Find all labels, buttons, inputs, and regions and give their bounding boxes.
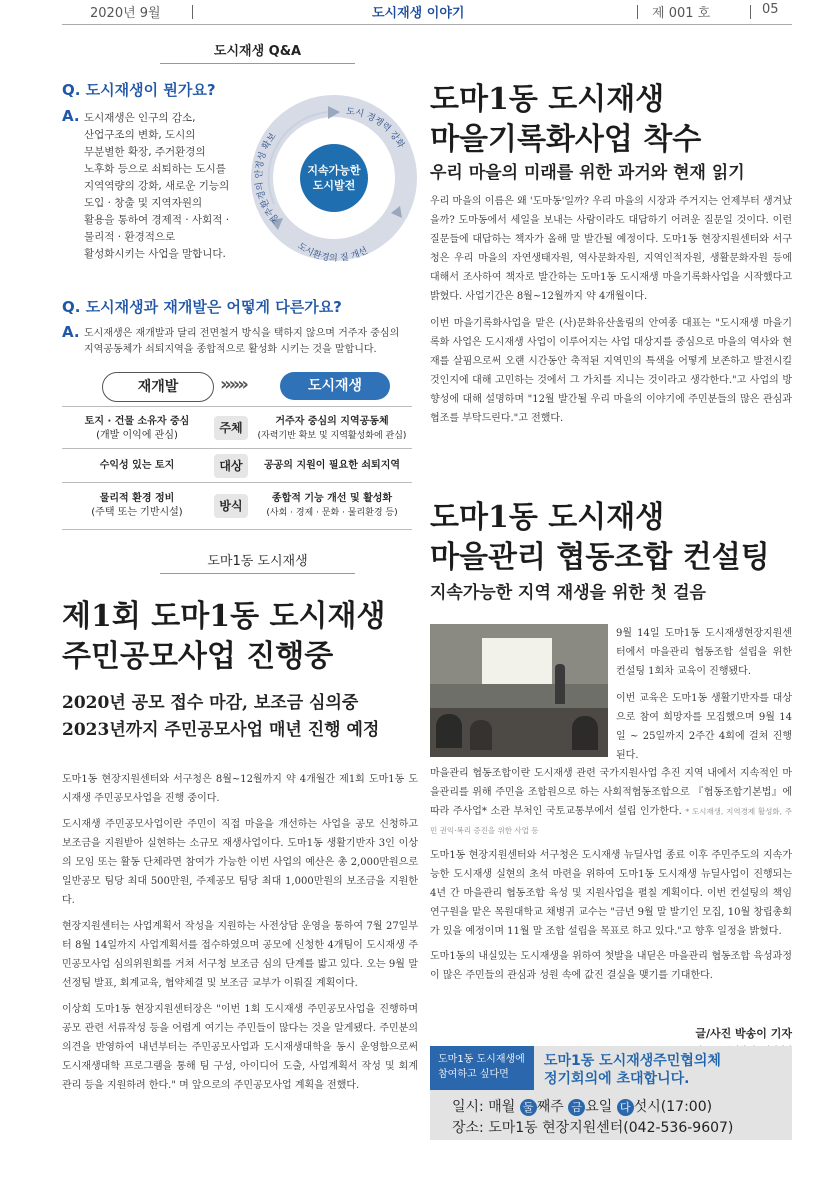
answer-mark: A. bbox=[62, 107, 80, 125]
header-divider bbox=[750, 5, 751, 19]
notice-place: 장소: 도마1동 현장지원센터(042-536-9607) bbox=[452, 1120, 734, 1136]
article2-headline bbox=[430, 80, 800, 160]
paragraph: 도시재생 주민공모사업이란 주민이 직접 마을을 개선하는 사업을 공모 신청하고 보조금을 지원받아 실현하는 소규모 재생사업이다. 도마1동 생활기반자 3인 이상의 모임 또는 활동 단체라면 참여가 가능한 이번 사업의 예산은 총 2,000만원으로 일반공모 팀당 최대 500만원, 주제공모 팀당 최대 1,000만원의 보조금을 지원한다. bbox=[62, 819, 418, 906]
answer-1-line: 물리적 · 환경적으로 bbox=[84, 231, 176, 243]
notice-label bbox=[430, 1046, 534, 1090]
page-number: 05 bbox=[762, 2, 779, 17]
answer-1-line: 노후화 등으로 쇠퇴하는 도시를 bbox=[84, 163, 226, 175]
byline: 글/사진 박송이 기자 bbox=[695, 1027, 792, 1040]
time-text: 째주 bbox=[536, 1099, 564, 1115]
compare-right-main: 종합적 기능 개선 및 활성화 bbox=[271, 493, 393, 504]
cycle-arc-label: 정주환경의 안정성 확보 bbox=[254, 131, 283, 225]
headline-line: 마을관리 협동조합 컨설팅 bbox=[430, 540, 770, 575]
highlight-badge: 둘 bbox=[520, 1099, 537, 1116]
paragraph: 이번 교육은 도마1동 생활기반자를 대상으로 참여 희망자를 모집했으며 9월 14일 ~ 25일까지 2주간 4회에 걸쳐 진행된다. bbox=[616, 693, 792, 761]
headline-line: 주민공모사업 진행중 bbox=[62, 639, 334, 674]
subtitle-line: 2020년 공모 접수 마감, 보조금 심의중 bbox=[62, 693, 359, 713]
article3-headline bbox=[430, 498, 810, 578]
meeting-notice-box bbox=[430, 1046, 792, 1140]
projector-screen bbox=[482, 638, 552, 684]
notice-label-line: 참여하고 싶다면 bbox=[438, 1069, 509, 1080]
arrows-icon: »»» bbox=[220, 374, 246, 395]
highlight-badge: 다 bbox=[617, 1099, 634, 1116]
answer-mark: A. bbox=[62, 323, 80, 341]
compare-left-note: (주택 또는 기반시설) bbox=[91, 507, 183, 518]
page-header bbox=[62, 0, 792, 25]
issue-date: 2020년 9월 bbox=[90, 6, 161, 21]
subtitle-line: 2023년까지 주민공모사업 매년 진행 예정 bbox=[62, 720, 380, 740]
header-divider bbox=[637, 5, 638, 19]
headline-line: 제1회 도마1동 도시재생 bbox=[62, 599, 386, 634]
paragraph: 9월 14일 도마1동 도시재생현장지원센터에서 마을관리 협동조합 설립을 위한 컨설팅 1회차 교육이 진행됐다. bbox=[616, 628, 792, 677]
compare-row bbox=[62, 482, 412, 530]
headline-line: 도마1동 도시재생 bbox=[430, 82, 665, 117]
article2-body bbox=[430, 192, 792, 428]
question-2: Q. 도시재생과 재개발은 어떻게 다른가요? bbox=[62, 298, 342, 316]
paragraph: 이번 마을기록화사업을 맡은 (사)문화유산울림의 안여종 대표는 "도시재생 마을기록화 사업은 도시재생 사업이 이루어지는 사업 대상지를 중심으로 마을의 역사와 현재를 살핌으로써 오랜 시간동안 축적된 지역민의 특색을 어떻게 보존하고 발전시킬 것인지에 대해 고민하는 것에서 그 가치를 지니는 것이라고 생각한다."고 사업의 방향성에 대해 설명하며 "12월 발간될 우리 마을의 이야기에 주민분들의 많은 관심과 협조를 부탁드린다."고 전했다. bbox=[430, 318, 792, 424]
comparison-table bbox=[62, 370, 412, 530]
compare-left-note: (개발 이익에 관심) bbox=[96, 430, 178, 441]
urban-regeneration-label: 도시재생 bbox=[280, 372, 390, 400]
answer-2-line: 지역공동체가 쇠퇴지역을 종합적으로 활성화 시키는 것을 말합니다. bbox=[84, 344, 377, 355]
compare-criterion: 방식 bbox=[214, 494, 248, 518]
answer-1-line: 활용을 통하여 경제적 · 사회적 · bbox=[84, 214, 230, 226]
time-prefix: 일시: 매월 bbox=[452, 1099, 516, 1115]
consulting-photo bbox=[430, 624, 608, 757]
time-text: 요일 bbox=[585, 1099, 613, 1115]
header-divider bbox=[192, 5, 193, 19]
cycle-center-line: 도시발전 bbox=[312, 179, 356, 192]
question-1: Q. 도시재생이 뭔가요? bbox=[62, 81, 216, 99]
notice-title-line: 정기회의에 초대합니다. bbox=[544, 1071, 690, 1087]
article3-side-body bbox=[616, 624, 792, 765]
compare-criterion: 대상 bbox=[214, 454, 248, 478]
newsletter-title: 도시재생 이야기 bbox=[372, 6, 465, 21]
answer-1-line: 산업구조의 변화, 도시의 bbox=[84, 129, 196, 141]
highlight-badge: 금 bbox=[568, 1099, 585, 1116]
compare-right-note: (자력기반 확보 및 지역활성화에 관심) bbox=[257, 431, 407, 441]
answer-1-line: 도시재생은 인구의 감소, bbox=[84, 112, 196, 124]
paragraph: 도마1동 현장지원센터와 서구청은 도시재생 뉴딜사업 종료 이후 주민주도의 지속가능한 도시재생 실현의 초석 마련을 위하여 도마1동 도시재생 뉴딜사업이 진행되는 4년 간 마을관리 협동조합 육성 및 지원사업을 펼칠 계획이다. 이번 컨설팅의 책임연구원을 맡은 목원대학교 채병귀 교수는 "금년 9월 말 발기인 모집, 10월 창립총회가 있을 예정이며 11월 말 조합 설립을 목표로 하고 있다."고 향후 일정을 밝혔다. bbox=[430, 850, 792, 937]
cycle-arc-label: 도시 경쟁력 강화 bbox=[345, 106, 406, 151]
paragraph: 현장지원센터는 사업계획서 작성을 지원하는 사전상담 운영을 통하여 7월 27일부터 8월 14일까지 사업계획서를 접수하였으며 공모에 신청한 4개팀이 도시재생 주민공모사업 심의위원회를 거쳐 서구청 보조금 심의 단계를 밟고 있다. 오는 9월 말 선정팀 발표, 회계교육, 협약체결 및 보조금 교부가 이뤄질 계획이다. bbox=[62, 921, 418, 989]
compare-row bbox=[62, 448, 412, 483]
qa-section-title: 도시재생 Q&A bbox=[160, 40, 355, 64]
compare-row bbox=[62, 406, 412, 449]
paragraph: 도마1동 현장지원센터와 서구청은 8월~12월까지 약 4개월간 제1회 도마1동 도시재생 주민공모사업을 진행 중이다. bbox=[62, 774, 418, 804]
article3-body bbox=[430, 764, 792, 985]
article2-subtitle: 우리 마을의 미래를 위한 과거와 현재 읽기 bbox=[430, 163, 745, 183]
answer-2-line: 도시재생은 재개발과 달리 전면철거 방식을 택하지 않으며 거주자 중심의 bbox=[84, 328, 400, 339]
answer-1-line: 활성화시키는 사업을 말합니다. bbox=[84, 248, 226, 260]
article1-body bbox=[62, 770, 418, 1095]
article1-subtitle bbox=[62, 690, 422, 744]
compare-right-note: (사회 · 경제 · 문화 · 물리환경 등) bbox=[266, 508, 398, 518]
redevelopment-label: 재개발 bbox=[102, 372, 214, 402]
cycle-arc-label: 도시환경의 질 개선 bbox=[295, 241, 370, 264]
issue-number: 제 001 호 bbox=[652, 6, 711, 21]
notice-title bbox=[544, 1052, 721, 1088]
article3-subtitle: 지속가능한 지역 재생을 위한 첫 걸음 bbox=[430, 583, 706, 603]
paragraph: 이상희 도마1동 현장지원센터장은 "이번 1회 도시재생 주민공모사업을 진행하며 공모 관련 서류작성 등을 어렵게 여기는 주민들이 많다는 것을 알게됐다. 주민분의 의견을 반영하여 내년부터는 주민공모사업과 도시재생대학을 동시 운영함으로써 도시재생대학 프로그램을 통해 팀 구성, 아이디어 도출, 사업계획서 작성 및 회계 관리 등을 지원하려 한다." 며 앞으로의 주민공모사업 계획을 전했다. bbox=[62, 1004, 418, 1091]
headline-line: 마을기록화사업 착수 bbox=[430, 122, 702, 157]
compare-criterion: 주체 bbox=[214, 416, 248, 440]
footnote: * 도시재생, 지역경제 활성화, 주민 권익·복리 증진을 위한 사업 등 bbox=[430, 807, 792, 835]
headline-line: 도마1동 도시재생 bbox=[430, 500, 665, 535]
answer-2 bbox=[84, 326, 414, 358]
answer-1-line: 도입 · 창출 및 지역자원의 bbox=[84, 197, 203, 209]
compare-left-main: 물리적 환경 정비 bbox=[99, 493, 175, 504]
paragraph: 도마1동의 내실있는 도시재생을 위하여 첫발을 내딛은 마을관리 협동조합 육성과정이 많은 주민들의 관심과 성원 속에 값진 결실을 맺기를 기대한다. bbox=[430, 951, 792, 981]
cycle-center-line: 지속가능한 bbox=[307, 164, 361, 177]
compare-left-main: 수익성 있는 토지 bbox=[99, 460, 175, 471]
answer-1 bbox=[84, 110, 264, 263]
compare-right-main: 거주자 중심의 지역공동체 bbox=[275, 416, 389, 427]
paragraph: 우리 마을의 이름은 왜 '도마동'일까? 우리 마을의 시장과 주거지는 언제부터 생겨났을까? 도마동에서 세일을 보내는 사람이라도 대답하기 어려운 질문일 것이다. 이런 질문들에 대답하는 책자가 올해 말 발간될 예정이다. 도마1동 현장지원센터와 서구청은 우리 마을의 자연생태자원, 역사문화자원, 지역인적자원, 생활문화자원 등에 대해서 조사하여 책자로 발간하는 도마1동 도시재생 마을기록화사업을 시작했다고 밝혔다. 사업기간은 8월~12월까지 약 4개월이다. bbox=[430, 196, 792, 302]
article1-tag: 도마1동 도시재생 bbox=[160, 550, 355, 574]
time-text: 섯시(17:00) bbox=[633, 1099, 713, 1115]
regeneration-cycle-diagram bbox=[250, 92, 418, 264]
answer-1-line: 지역역량의 강화, 새로운 기능의 bbox=[84, 180, 230, 192]
answer-1-line: 무분별한 확장, 주거환경의 bbox=[84, 146, 206, 158]
notice-time bbox=[452, 1096, 712, 1116]
article1-headline bbox=[62, 597, 422, 677]
compare-left-main: 토지 · 건물 소유자 중심 bbox=[84, 416, 190, 427]
compare-right-main: 공공의 지원이 필요한 쇠퇴지역 bbox=[263, 460, 401, 471]
notice-label-line: 도마1동 도시재생에 bbox=[438, 1054, 525, 1065]
paragraph: 마을관리 협동조합이란 도시재생 관련 국가지원사업 추진 지역 내에서 지속적인 마을관리를 위해 주민을 조합원으로 하는 사회적협동조합으로 『협동조합기본법』에 따라 주사업* 소관 부처인 국토교통부에서 설립 인가한다. bbox=[430, 768, 792, 817]
notice-title-line: 도마1동 도시재생주민협의체 bbox=[544, 1053, 721, 1069]
